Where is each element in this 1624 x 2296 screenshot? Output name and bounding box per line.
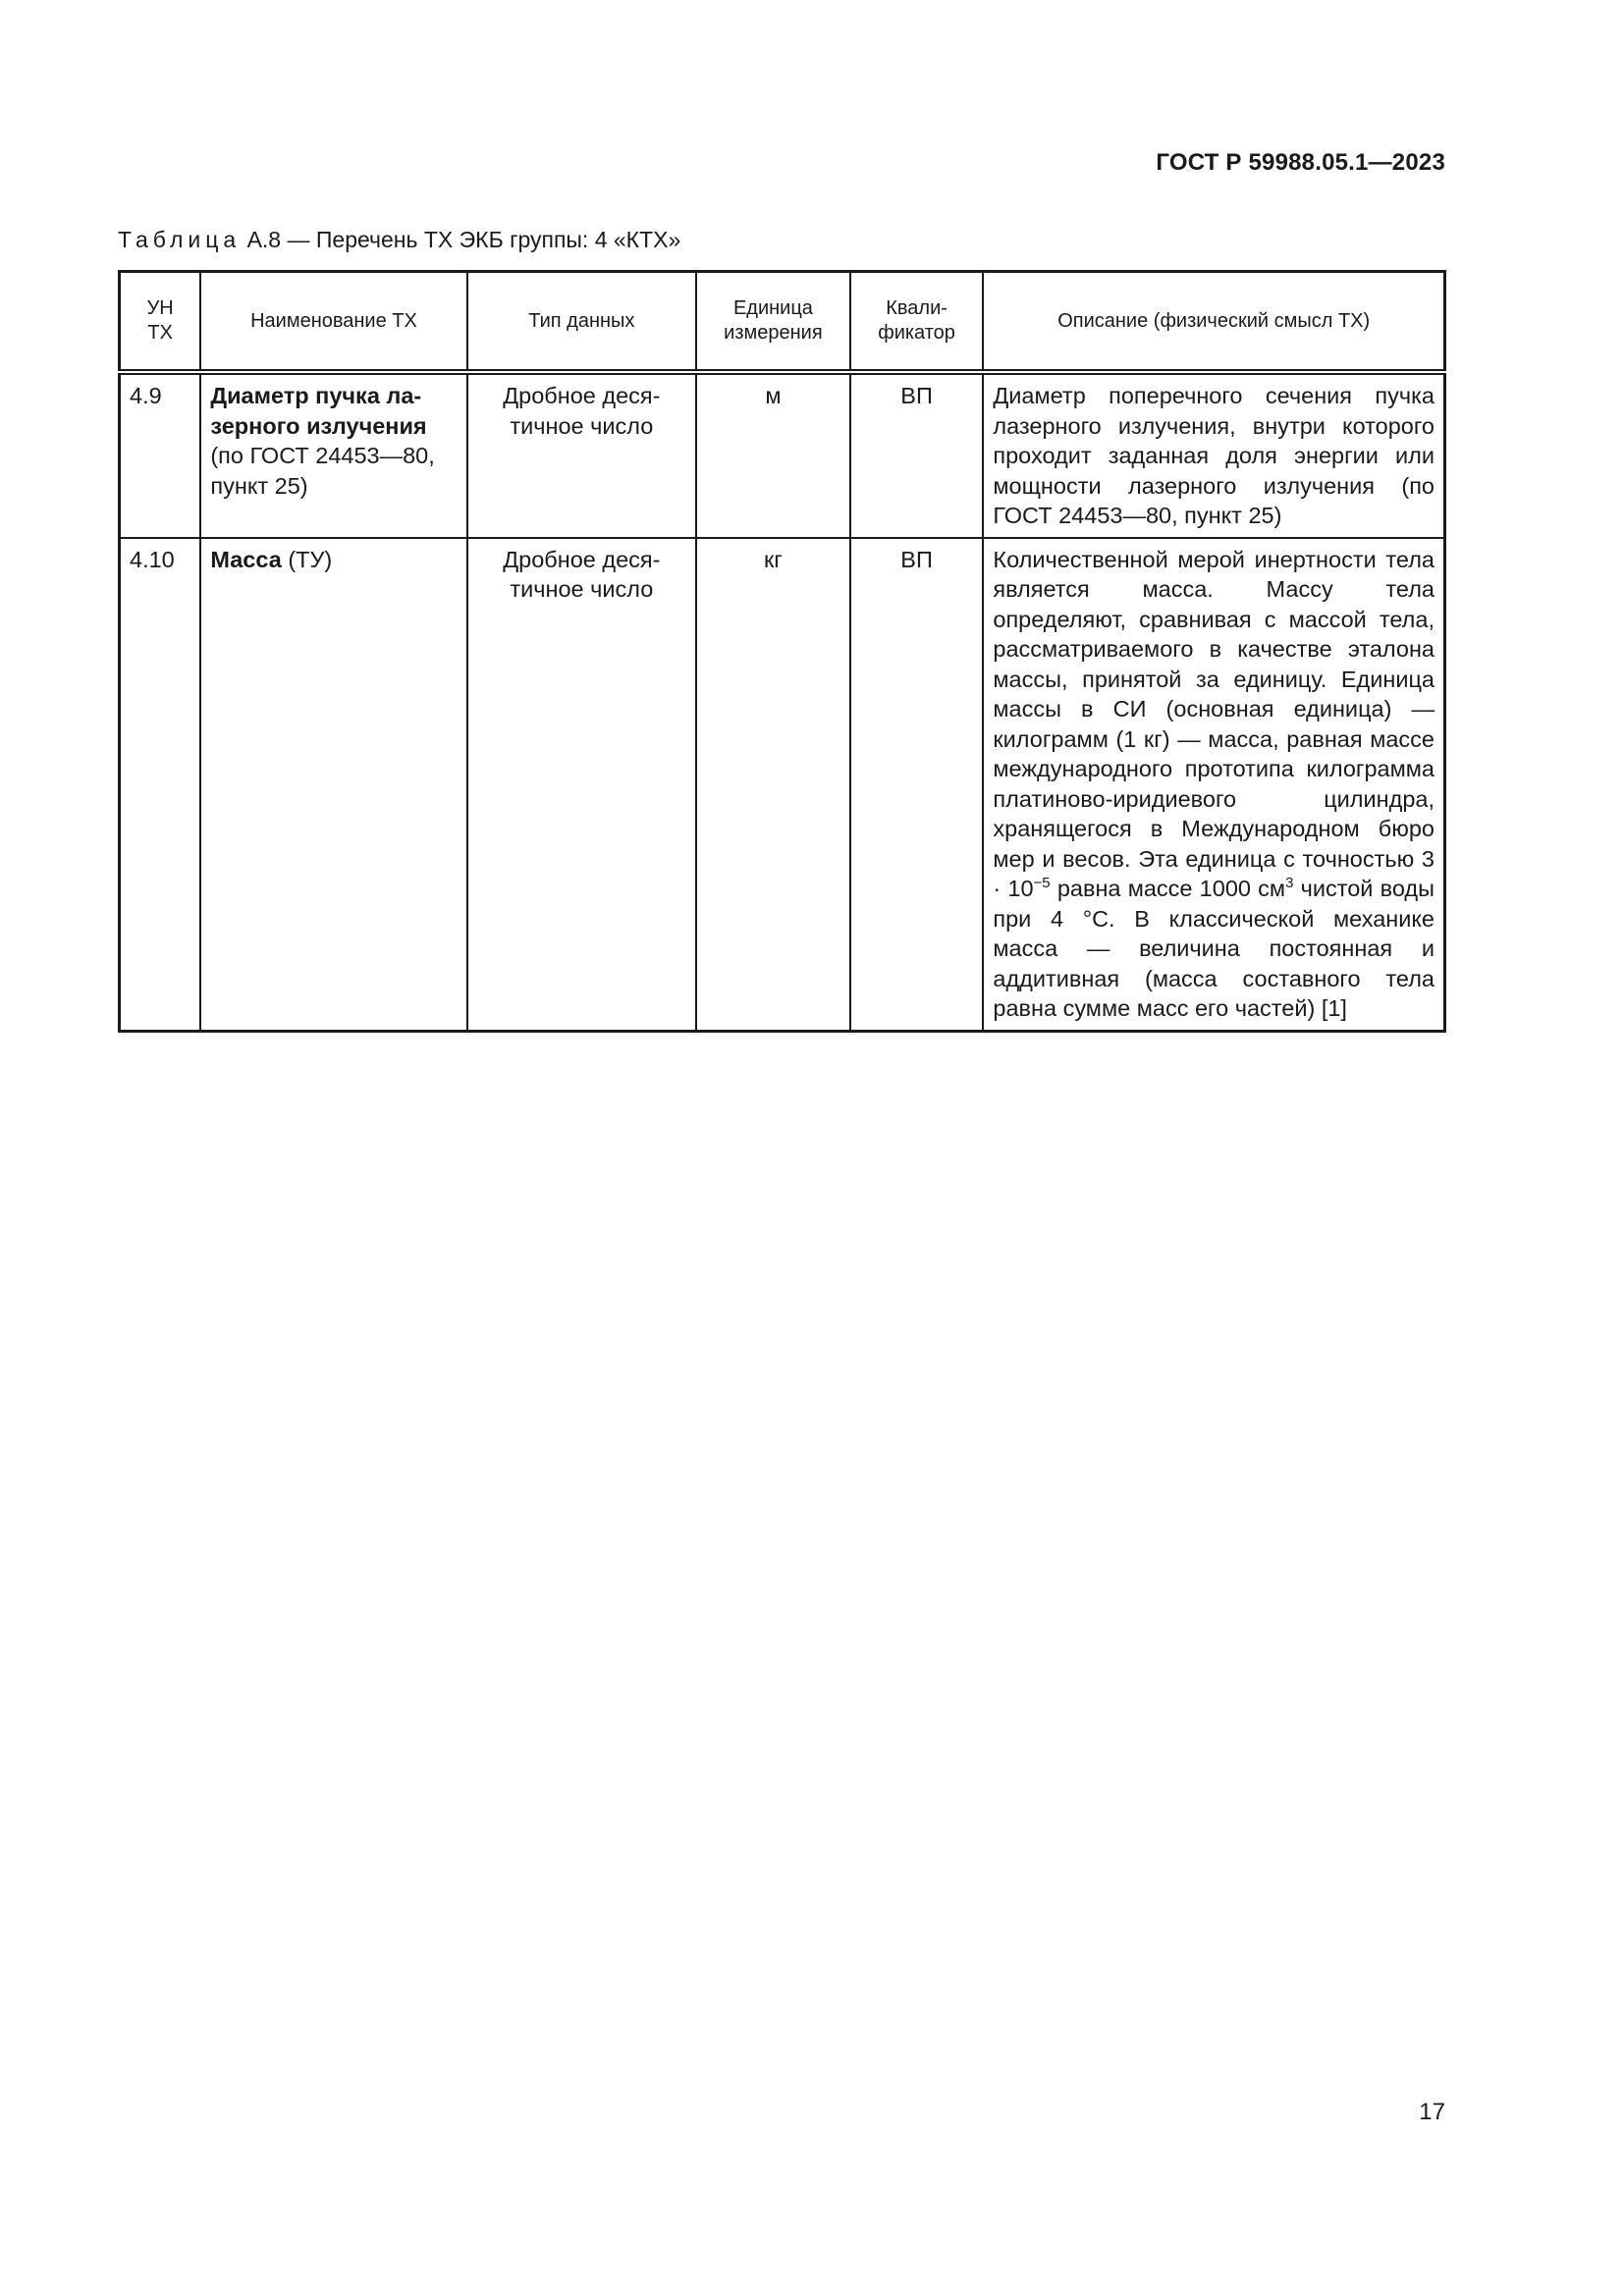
row-un: 4.9 [120,372,201,538]
row-type-line1: Дробное деся- [503,383,661,408]
desc-part-2: равна массе 1000 см [1050,876,1286,901]
row-unit: кг [696,538,850,1032]
header-unit [696,272,850,373]
row-name-ref-line1: (по ГОСТ 24453—80, [210,443,435,468]
desc-part-1: Количественной мерой инертности тела является масса. Массу тела определяют, сравнивая с массой тела, рассматриваемого в качестве эталона массы, принятой за единицу. Единица массы в СИ (основная единица) — килограмм (1 кг) — масса, равная массе международного прототипа килограмма платиново-иридиевого цилиндра, хранящегося в Международном бюро мер и весов. Эта единица с точностью 3 · 10 [993,546,1435,901]
row-qualifier: ВП [850,372,984,538]
desc-part-3: чистой воды при 4 °С. В классической механике масса — величина постоянная и аддитивная (масса составного тела равна сумме масс его частей) [1] [993,876,1435,1021]
row-description: Диаметр поперечного сечения пучка лазерного излучения, внутри которого проходит заданная доля энергии или мощности лазерного излучения (по ГОСТ 24453—80, пункт 25) [983,372,1444,538]
header-qualifier-line2: фикатор [878,322,955,344]
row-type [467,538,697,1032]
row-type-line2: тичное число [510,412,654,439]
header-qualifier [850,272,984,373]
row-name-bold-line2: зерного излучения [210,412,427,439]
desc-superscript-2: 3 [1285,875,1294,891]
row-name [200,538,466,1032]
header-unit-line2: измерения [724,322,823,344]
row-name-suffix: (ТУ) [281,546,333,572]
table-caption [118,227,680,253]
page-number: 17 [1419,2099,1445,2125]
header-description: Описание (физический смысл ТХ) [983,272,1444,373]
header-type: Тип данных [467,272,697,373]
table-header-row [120,272,1445,373]
table-row [120,538,1445,1032]
row-name-ref-line2: пункт 25) [210,472,308,499]
header-name: Наименование ТХ [200,272,466,373]
desc-superscript-1: −5 [1033,875,1051,891]
row-unit: м [696,372,850,538]
table-caption-prefix: Таблица [118,227,242,252]
document-code: ГОСТ Р 59988.05.1—2023 [1156,149,1445,176]
header-qualifier-line1: Квали- [886,297,947,319]
header-unit-line1: Единица [732,297,813,319]
header-un-line1: УН [146,297,174,319]
row-name-bold-line1: Диаметр пучка ла- [210,383,422,408]
row-description [983,538,1444,1032]
row-name [200,372,466,538]
row-type [467,372,697,538]
row-un: 4.10 [120,538,201,1032]
row-qualifier: ВП [850,538,984,1032]
header-un [120,272,201,373]
header-un-line2: ТХ [147,322,173,344]
table-row [120,372,1445,538]
characteristics-table [118,270,1446,1033]
row-name-bold: Масса [210,546,282,572]
row-type-line1: Дробное деся- [503,546,661,572]
table-caption-text: А.8 — Перечень ТХ ЭКБ группы: 4 «КТХ» [246,227,681,252]
row-type-line2: тичное число [510,576,654,602]
